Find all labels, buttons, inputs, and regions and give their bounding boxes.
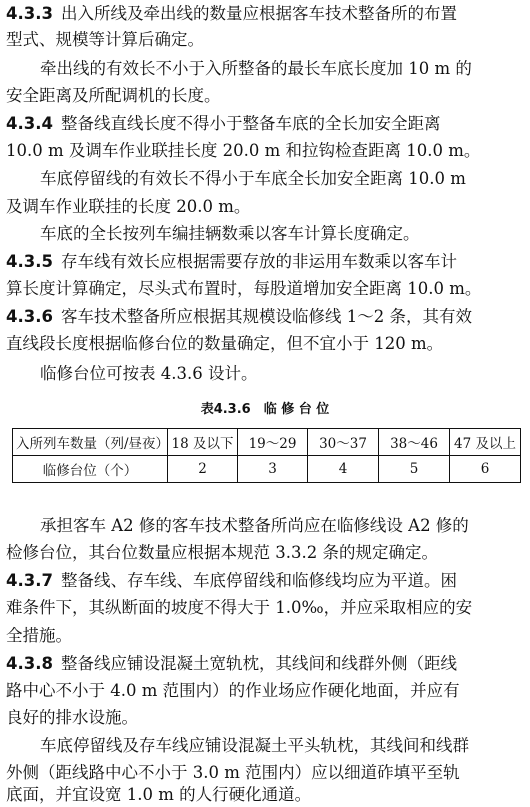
paragraph-line: 牵出线的有效长不小于入所整备的最长车底长度加 10 m 的	[40, 59, 472, 78]
paragraph-line: 全措施。	[6, 626, 72, 645]
paragraph-line	[6, 250, 530, 274]
table-row	[13, 456, 521, 483]
paragraph-line: 路中心不小于 4.0 m 范围内）的作业场应作硬化地面，并应有	[6, 681, 460, 700]
table-cell: 3	[238, 456, 308, 483]
paragraph-line: 良好的排水设施。	[6, 708, 138, 727]
table-cell: 2	[168, 456, 238, 483]
table-cell: 18 及以下	[168, 429, 238, 456]
table-header-cell: 入所列车数量（列/昼夜）	[13, 429, 168, 456]
paragraph-line: 车底停留线及存车线应铺设混凝土平头轨枕，其线间和线群	[40, 736, 469, 755]
table-header-cell: 临修台位（个）	[13, 456, 168, 483]
paragraph-line: 算长度计算确定，尽头式布置时，每股道增加安全距离 10.0 m。	[6, 279, 482, 298]
paragraph-line: 承担客车 A2 修的客车技术整备所尚应在临修线设 A2 修的	[40, 516, 469, 535]
paragraph-line	[6, 112, 530, 136]
paragraph-line: 检修台位，其台位数量应根据本规范 3.3.2 条的规定确定。	[6, 543, 438, 562]
paragraph-line: 型式、规模等计算后确定。	[6, 30, 204, 49]
table-caption: 表4.3.6 临 修 台 位	[200, 402, 330, 417]
paragraph-line: 外侧（距线路中心不小于 3.0 m 范围内）应以细道砟填平至轨	[6, 763, 460, 782]
table-row	[13, 429, 521, 456]
clause-text: 存车线有效长应根据需要存放的非运用车数乘以客车计	[60, 252, 457, 271]
table-cell: 30～37	[308, 429, 379, 456]
clause-text: 整备线、存车线、车底停留线和临修线均应为平道。困	[60, 571, 457, 590]
table-cell: 4	[308, 456, 379, 483]
paragraph-line	[6, 2, 530, 26]
table-cell: 5	[379, 456, 450, 483]
clause-number: 4.3.7	[6, 571, 53, 590]
paragraph-line: 临修台位可按表 4.3.6 设计。	[40, 364, 258, 383]
clause-number: 4.3.6	[6, 307, 53, 326]
paragraph-line: 难条件下，其纵断面的坡度不得大于 1.0‰，并应采取相应的安	[6, 598, 473, 617]
data-table	[12, 428, 521, 483]
paragraph-line	[6, 652, 530, 676]
table-cell: 38～46	[379, 429, 450, 456]
table-cell: 6	[450, 456, 521, 483]
clause-number: 4.3.4	[6, 114, 53, 133]
paragraph-line: 底面，并宜设宽 1.0 m 的人行硬化通道。	[6, 785, 312, 804]
clause-number: 4.3.5	[6, 252, 53, 271]
table-cell: 47 及以上	[450, 429, 521, 456]
clause-number: 4.3.8	[6, 654, 53, 673]
paragraph-line: 车底的全长按列车编挂辆数乘以客车计算长度确定。	[40, 224, 420, 243]
clause-number: 4.3.3	[6, 4, 53, 23]
paragraph-line: 车底停留线的有效长不得小于车底全长加安全距离 10.0 m	[40, 169, 466, 188]
clause-text: 整备线应铺设混凝土宽轨枕，其线间和线群外侧（距线	[60, 654, 457, 673]
clause-text: 整备线直线长度不得小于整备车底的全长加安全距离	[60, 114, 441, 133]
paragraph-line: 及调车作业联挂的长度 20.0 m。	[6, 197, 251, 216]
paragraph-line	[6, 569, 530, 593]
paragraph-line: 10.0 m 及调车作业联挂长度 20.0 m 和拉钩检查距离 10.0 m。	[6, 141, 481, 160]
paragraph-line: 安全距离及所配调机的长度。	[6, 86, 221, 105]
table-cell: 19～29	[238, 429, 308, 456]
paragraph-line	[6, 305, 530, 329]
clause-text: 客车技术整备所应根据其规模设临修线 1～2 条，其有效	[60, 307, 472, 326]
clause-text: 出入所线及牵出线的数量应根据客车技术整备所的布置	[60, 4, 457, 23]
paragraph-line: 直线段长度根据临修台位的数量确定，但不宜小于 120 m。	[6, 334, 444, 353]
